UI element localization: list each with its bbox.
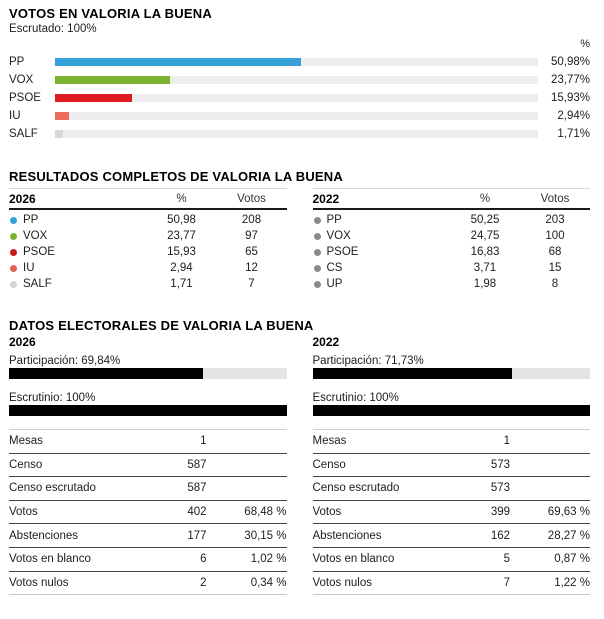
result-row [9,212,287,228]
data-row [313,524,591,548]
bar-value: 15,93% [550,92,590,104]
vote-bar-row [9,71,590,89]
row-value: 1 [200,435,207,448]
results-table-2022 [313,188,591,292]
party-name: IU [23,262,35,274]
participation-label: Participación: 69,84% [9,355,121,367]
results-title: RESULTADOS COMPLETOS DE VALORIA LA BUENA [9,169,343,184]
party-cell [9,278,147,290]
bar-fill [55,76,170,84]
row-value: 587 [187,482,207,495]
row-label: Votos en blanco [9,553,91,566]
electoral-data-section [9,319,590,595]
complete-results-section [9,170,590,292]
party-cell [9,246,147,258]
party-cell [313,262,451,274]
results-table-2026 [9,188,287,292]
electoral-column-2026 [9,333,287,595]
row-value: 1 [503,435,510,448]
bar-value: 23,77% [550,74,590,86]
row-pct: 1,02 % [250,553,287,566]
row-value: 573 [490,458,510,471]
result-row [313,228,591,244]
bar-value: 2,94% [557,110,590,122]
votes-cell: 65 [245,246,258,258]
scrutiny-bar-track [9,405,287,416]
party-dot-icon [314,233,321,240]
row-label: Votos [312,506,342,519]
vote-bar-row [9,89,590,107]
bar-fill [55,130,63,138]
row-label: Votos nulos [312,576,372,589]
votes-cell: 8 [551,278,559,290]
party-dot-icon [10,217,17,224]
party-cell [9,214,147,226]
row-pct: 0,34 % [250,576,287,589]
result-row [9,228,287,244]
electoral-column-2022 [313,333,591,595]
row-label: Censo [9,458,43,471]
row-value: 573 [490,482,510,495]
data-row [9,477,287,501]
party-label: IU [9,110,21,122]
row-pct: 28,27 % [547,529,590,542]
bar-value: 1,71% [557,128,590,140]
pct-header: % [176,192,187,205]
votes-section [9,7,590,143]
row-label: Mesas [9,435,43,448]
party-dot-icon [314,281,321,288]
participation-label: Participación: 71,73% [312,355,424,367]
row-pct: 68,48 % [244,506,287,519]
data-row [313,572,591,596]
bar-fill [55,94,132,102]
pct-cell: 1,71 [170,278,193,290]
row-value: 6 [200,553,207,566]
pct-cell: 50,98 [167,214,196,226]
row-label: Votos nulos [9,576,69,589]
party-dot-icon [10,265,17,272]
row-pct: 30,15 % [244,529,287,542]
scrutiny-bar-fill [313,405,591,416]
data-row [9,454,287,478]
data-row [313,501,591,525]
pct-cell: 15,93 [167,246,196,258]
party-name: VOX [23,230,48,242]
data-row [313,430,591,454]
party-name: PP [326,214,342,226]
percent-column-header: % [580,38,590,50]
row-value: 5 [503,553,510,566]
votes-cell: 7 [248,278,255,290]
party-label: PP [9,56,25,68]
vote-bar-row [9,107,590,125]
party-dot-icon [10,281,17,288]
row-label: Votos en blanco [312,553,395,566]
pct-cell: 50,25 [470,214,500,226]
bar-fill [55,58,301,66]
party-cell [313,230,451,242]
party-name: SALF [23,278,52,290]
row-value: 177 [187,529,207,542]
row-pct: 69,63 % [547,506,590,519]
electoral-table [9,429,287,595]
electoral-columns [9,333,590,595]
results-tables [9,188,590,292]
year-header: 2026 [9,191,36,206]
votes-cell: 68 [548,246,562,258]
table-body [313,210,591,292]
scrutinized-label: Escrutado: 100% [9,23,97,35]
row-label: Abstenciones [312,529,382,542]
data-row [313,477,591,501]
vote-bar-row [9,53,590,71]
scrutiny-bar-track [313,405,591,416]
pct-cell: 16,83 [470,246,500,258]
row-pct: 0,87 % [554,553,590,566]
party-dot-icon [314,217,321,224]
party-cell [313,278,451,290]
electoral-table [313,429,591,595]
pct-cell: 24,75 [470,230,500,242]
data-row [9,430,287,454]
data-row [9,572,287,596]
party-cell [313,246,451,258]
row-value: 2 [200,576,207,589]
votes-cell: 12 [245,262,258,274]
row-label: Mesas [312,435,347,448]
data-row [9,501,287,525]
votes-cell: 100 [545,230,565,242]
bar-track [55,112,538,120]
votes-cell: 15 [548,262,562,274]
party-cell [9,230,147,242]
result-row [313,260,591,276]
data-row [313,548,591,572]
pct-cell: 3,71 [473,262,497,274]
participation-bar-track [313,368,591,379]
table-header [313,189,591,210]
party-name: CS [326,262,343,274]
party-dot-icon [314,265,321,272]
pct-header: % [479,192,491,205]
result-row [9,260,287,276]
year-label: 2022 [312,335,340,349]
result-row [9,276,287,292]
party-name: PSOE [326,246,359,258]
bar-track [55,94,538,102]
row-label: Censo escrutado [9,482,96,495]
party-name: VOX [326,230,351,242]
votes-title: VOTOS EN VALORIA LA BUENA [9,6,212,21]
result-row [313,244,591,260]
row-pct: 1,22 % [554,576,590,589]
row-value: 7 [503,576,510,589]
result-row [313,276,591,292]
row-value: 587 [187,458,207,471]
electoral-title: DATOS ELECTORALES DE VALORIA LA BUENA [9,318,314,333]
bar-track [55,58,538,66]
votes-cell: 97 [245,230,258,242]
participation-bar-fill [313,368,512,379]
scrutiny-label: Escrutinio: 100% [312,392,399,404]
party-dot-icon [314,249,321,256]
vote-bar-row [9,125,590,143]
result-row [313,212,591,228]
pct-cell: 1,98 [473,278,497,290]
row-label: Abstenciones [9,529,79,542]
bar-track [55,130,538,138]
year-header: 2022 [312,191,340,206]
row-value: 399 [490,506,510,519]
party-label: VOX [9,74,34,86]
party-label: PSOE [9,92,41,104]
pct-cell: 2,94 [170,262,193,274]
row-value: 162 [490,529,510,542]
scrutiny-label: Escrutinio: 100% [9,392,96,404]
participation-bar-track [9,368,287,379]
party-cell [9,262,147,274]
party-dot-icon [10,249,17,256]
participation-bar-fill [9,368,203,379]
party-cell [313,214,451,226]
party-label: SALF [9,128,38,140]
pct-cell: 23,77 [167,230,196,242]
row-label: Censo escrutado [312,482,400,495]
votes-header: Votos [237,192,266,205]
party-name: PSOE [23,246,55,258]
row-value: 402 [187,506,207,519]
data-row [313,454,591,478]
votes-cell: 203 [545,214,565,226]
party-name: PP [23,214,39,226]
party-name: UP [326,278,343,290]
table-header [9,189,287,210]
party-dot-icon [10,233,17,240]
bar-fill [55,112,69,120]
data-row [9,548,287,572]
votes-cell: 208 [241,214,262,226]
scrutiny-bar-fill [9,405,287,416]
year-label: 2026 [9,335,36,349]
table-body [9,210,287,292]
row-label: Censo [312,458,346,471]
bar-track [55,76,538,84]
votes-header: Votos [540,192,570,205]
vote-bars [9,53,590,143]
bar-value: 50,98% [550,56,590,68]
result-row [9,244,287,260]
row-label: Votos [9,506,38,519]
data-row [9,524,287,548]
